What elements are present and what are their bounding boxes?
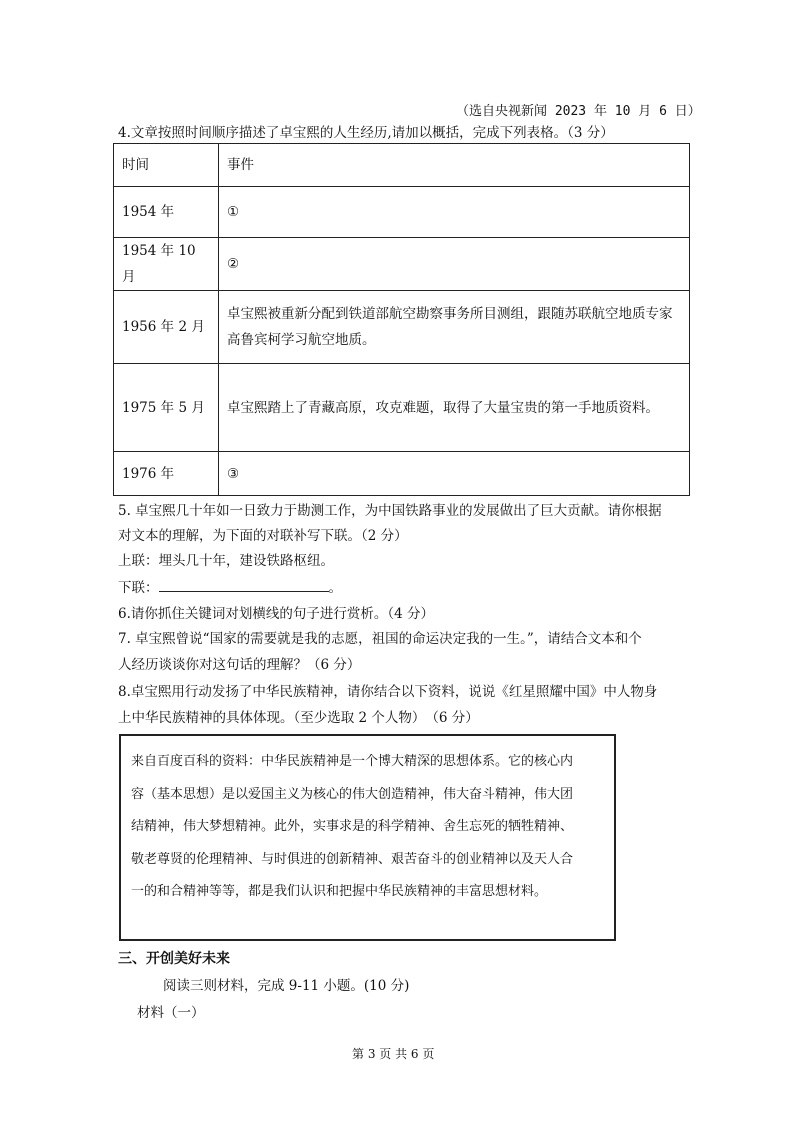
question-8-line-1: 8.卓宝熙用行动发扬了中华民族精神，请你结合以下资料，说说《红星照耀中国》中人物身 — [118, 684, 658, 700]
couplet-lower-end: 。 — [328, 580, 342, 596]
question-7-line-1: 7. 卓宝熙曾说“国家的需要就是我的志愿，祖国的命运决定我的一生。”，请结合文本和个 — [118, 631, 642, 647]
couplet-lower-label: 下联： — [118, 580, 159, 596]
row-event: 卓宝熙被重新分配到铁道部航空勘察事务所目测组，跟随苏联航空地质专家高鲁宾柯学习航空地质。 — [219, 291, 690, 364]
row-time: 1956 年 2 月 — [114, 291, 219, 364]
row-event: ① — [219, 187, 690, 238]
material-line: 一的和合精神等等，都是我们认识和把握中华民族精神的丰富思想材料。 — [131, 884, 548, 900]
table-row — [114, 291, 690, 364]
row-time: 1976 年 — [114, 452, 219, 496]
question-5-line-2: 对文本的理解，为下面的对联补写下联。（2 分） — [118, 528, 408, 544]
answer-blank[interactable] — [159, 577, 329, 592]
material-line: 来自百度百科的资料：中华民族精神是一个博大精深的思想体系。它的核心内 — [131, 754, 574, 769]
table-header-row — [114, 144, 690, 187]
table-row — [114, 238, 690, 291]
question-5-line-1: 5. 卓宝熙几十年如一日致力于勘测工作，为中国铁路事业的发展做出了巨大贡献。请你根据 — [118, 503, 662, 519]
row-time: 1954 年 — [114, 187, 219, 238]
reference-material-box — [119, 734, 616, 941]
page-number: 第 3 页 共 6 页 — [352, 1047, 435, 1061]
table-row — [114, 364, 690, 452]
source-citation: （选自央视新闻 2023 年 10 月 6 日） — [456, 104, 701, 119]
reading-instruction: 阅读三则材料，完成 9-11 小题。(10 分) — [163, 978, 410, 994]
row-time: 1975 年 5 月 — [114, 364, 219, 452]
couplet-upper: 上联：埋头几十年，建设铁路枢纽。 — [118, 553, 334, 569]
row-event: ③ — [219, 452, 690, 496]
header-time: 时间 — [114, 144, 219, 187]
question-8-line-2: 上中华民族精神的具体体现。（至少选取 2 个人物） （6 分） — [118, 710, 479, 726]
material-line: 结精神，伟大梦想精神。此外，实事求是的科学精神、舍生忘死的牺牲精神、 — [131, 819, 574, 835]
material-line: 容（基本思想）是以爱国主义为核心的伟大创造精神，伟大奋斗精神，伟大团 — [131, 786, 574, 802]
question-4: 4.文章按照时间顺序描述了卓宝熙的人生经历,请加以概括，完成下列表格。（3 分） — [118, 125, 614, 141]
header-event: 事件 — [219, 144, 690, 187]
row-time: 1954 年 10 月 — [114, 238, 219, 291]
question-6: 6.请你抓住关键词对划横线的句子进行赏析。（4 分） — [118, 606, 435, 622]
table-row — [114, 452, 690, 496]
section-3-title: 三、开创美好未来 — [118, 951, 230, 967]
question-7-line-2: 人经历谈谈你对这句话的理解？（6 分） — [118, 657, 361, 673]
material-1-label: 材料（一） — [137, 1005, 205, 1021]
couplet-lower — [118, 576, 342, 596]
timeline-table — [113, 143, 690, 496]
row-event: 卓宝熙踏上了青藏高原，攻克难题，取得了大量宝贵的第一手地质资料。 — [219, 364, 690, 452]
row-event: ② — [219, 238, 690, 291]
material-line: 敬老尊贤的伦理精神、与时俱进的创新精神、艰苦奋斗的创业精神以及天人合 — [131, 851, 574, 867]
table-row — [114, 187, 690, 238]
